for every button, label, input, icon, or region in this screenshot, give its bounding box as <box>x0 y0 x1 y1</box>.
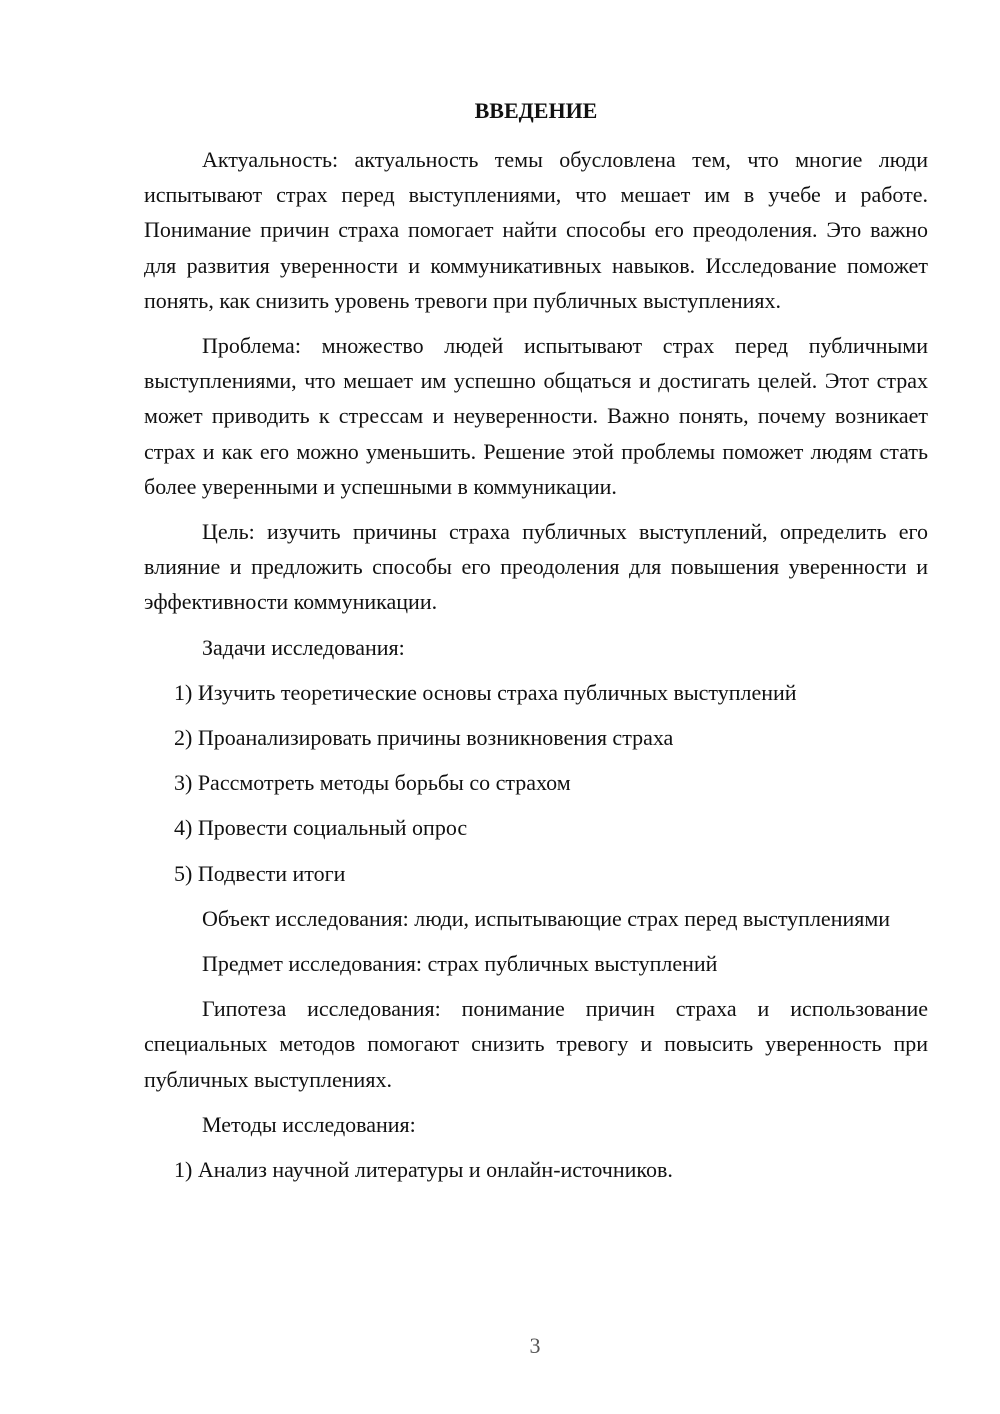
goal-paragraph: Цель: изучить причины страха публичных выступлений, определить его влияние и предложить способы его преодоления для повышения уверенности и эффективности коммуникации. <box>144 519 928 615</box>
task-item-1: 1) Изучить теоретические основы страха публичных выступлений <box>174 679 797 705</box>
task-item-2: 2) Проанализировать причины возникновения страха <box>174 725 674 751</box>
problem-paragraph: Проблема: множество людей испытывают страх перед публичными выступлениями, что мешает им успешно общаться и достигать целей. Этот страх может приводить к стрессам и неуверенности. Важно понять, почему возникает страх и как его можно уменьшить. Решение этой проблемы поможет людям стать более уверенными и успешными в коммуникации. <box>144 333 928 499</box>
task-item-5: 5) Подвести итоги <box>174 860 346 886</box>
task-item-3: 3) Рассмотреть методы борьбы со страхом <box>174 770 571 796</box>
relevance-paragraph: Актуальность: актуальность темы обусловлена тем, что многие люди испытывают страх перед выступлениями, что мешает им в учебе и работе. Понимание причин страха помогает найти способы его преодоления. Это важно для развития уверенности и коммуникативных навыков. Исследование поможет понять, как снизить уровень тревоги при публичных выступлениях. <box>144 147 928 313</box>
methods-heading: Методы исследования: <box>202 1111 416 1137</box>
method-item-1: 1) Анализ научной литературы и онлайн-источников. <box>174 1157 673 1183</box>
hypothesis-paragraph: Гипотеза исследования: понимание причин страха и использование специальных методов помогают снизить тревогу и повысить уверенность при публичных выступлениях. <box>144 996 928 1092</box>
document-page <box>144 96 928 1197</box>
page-number: 3 <box>529 1333 541 1358</box>
task-item-4: 4) Провести социальный опрос <box>174 815 468 841</box>
object-paragraph: Объект исследования: люди, испытывающие страх перед выступлениями <box>202 905 891 931</box>
page-title: ВВЕДЕНИЕ <box>474 98 598 123</box>
tasks-heading: Задачи исследования: <box>202 634 405 660</box>
subject-paragraph: Предмет исследования: страх публичных выступлений <box>202 951 718 977</box>
